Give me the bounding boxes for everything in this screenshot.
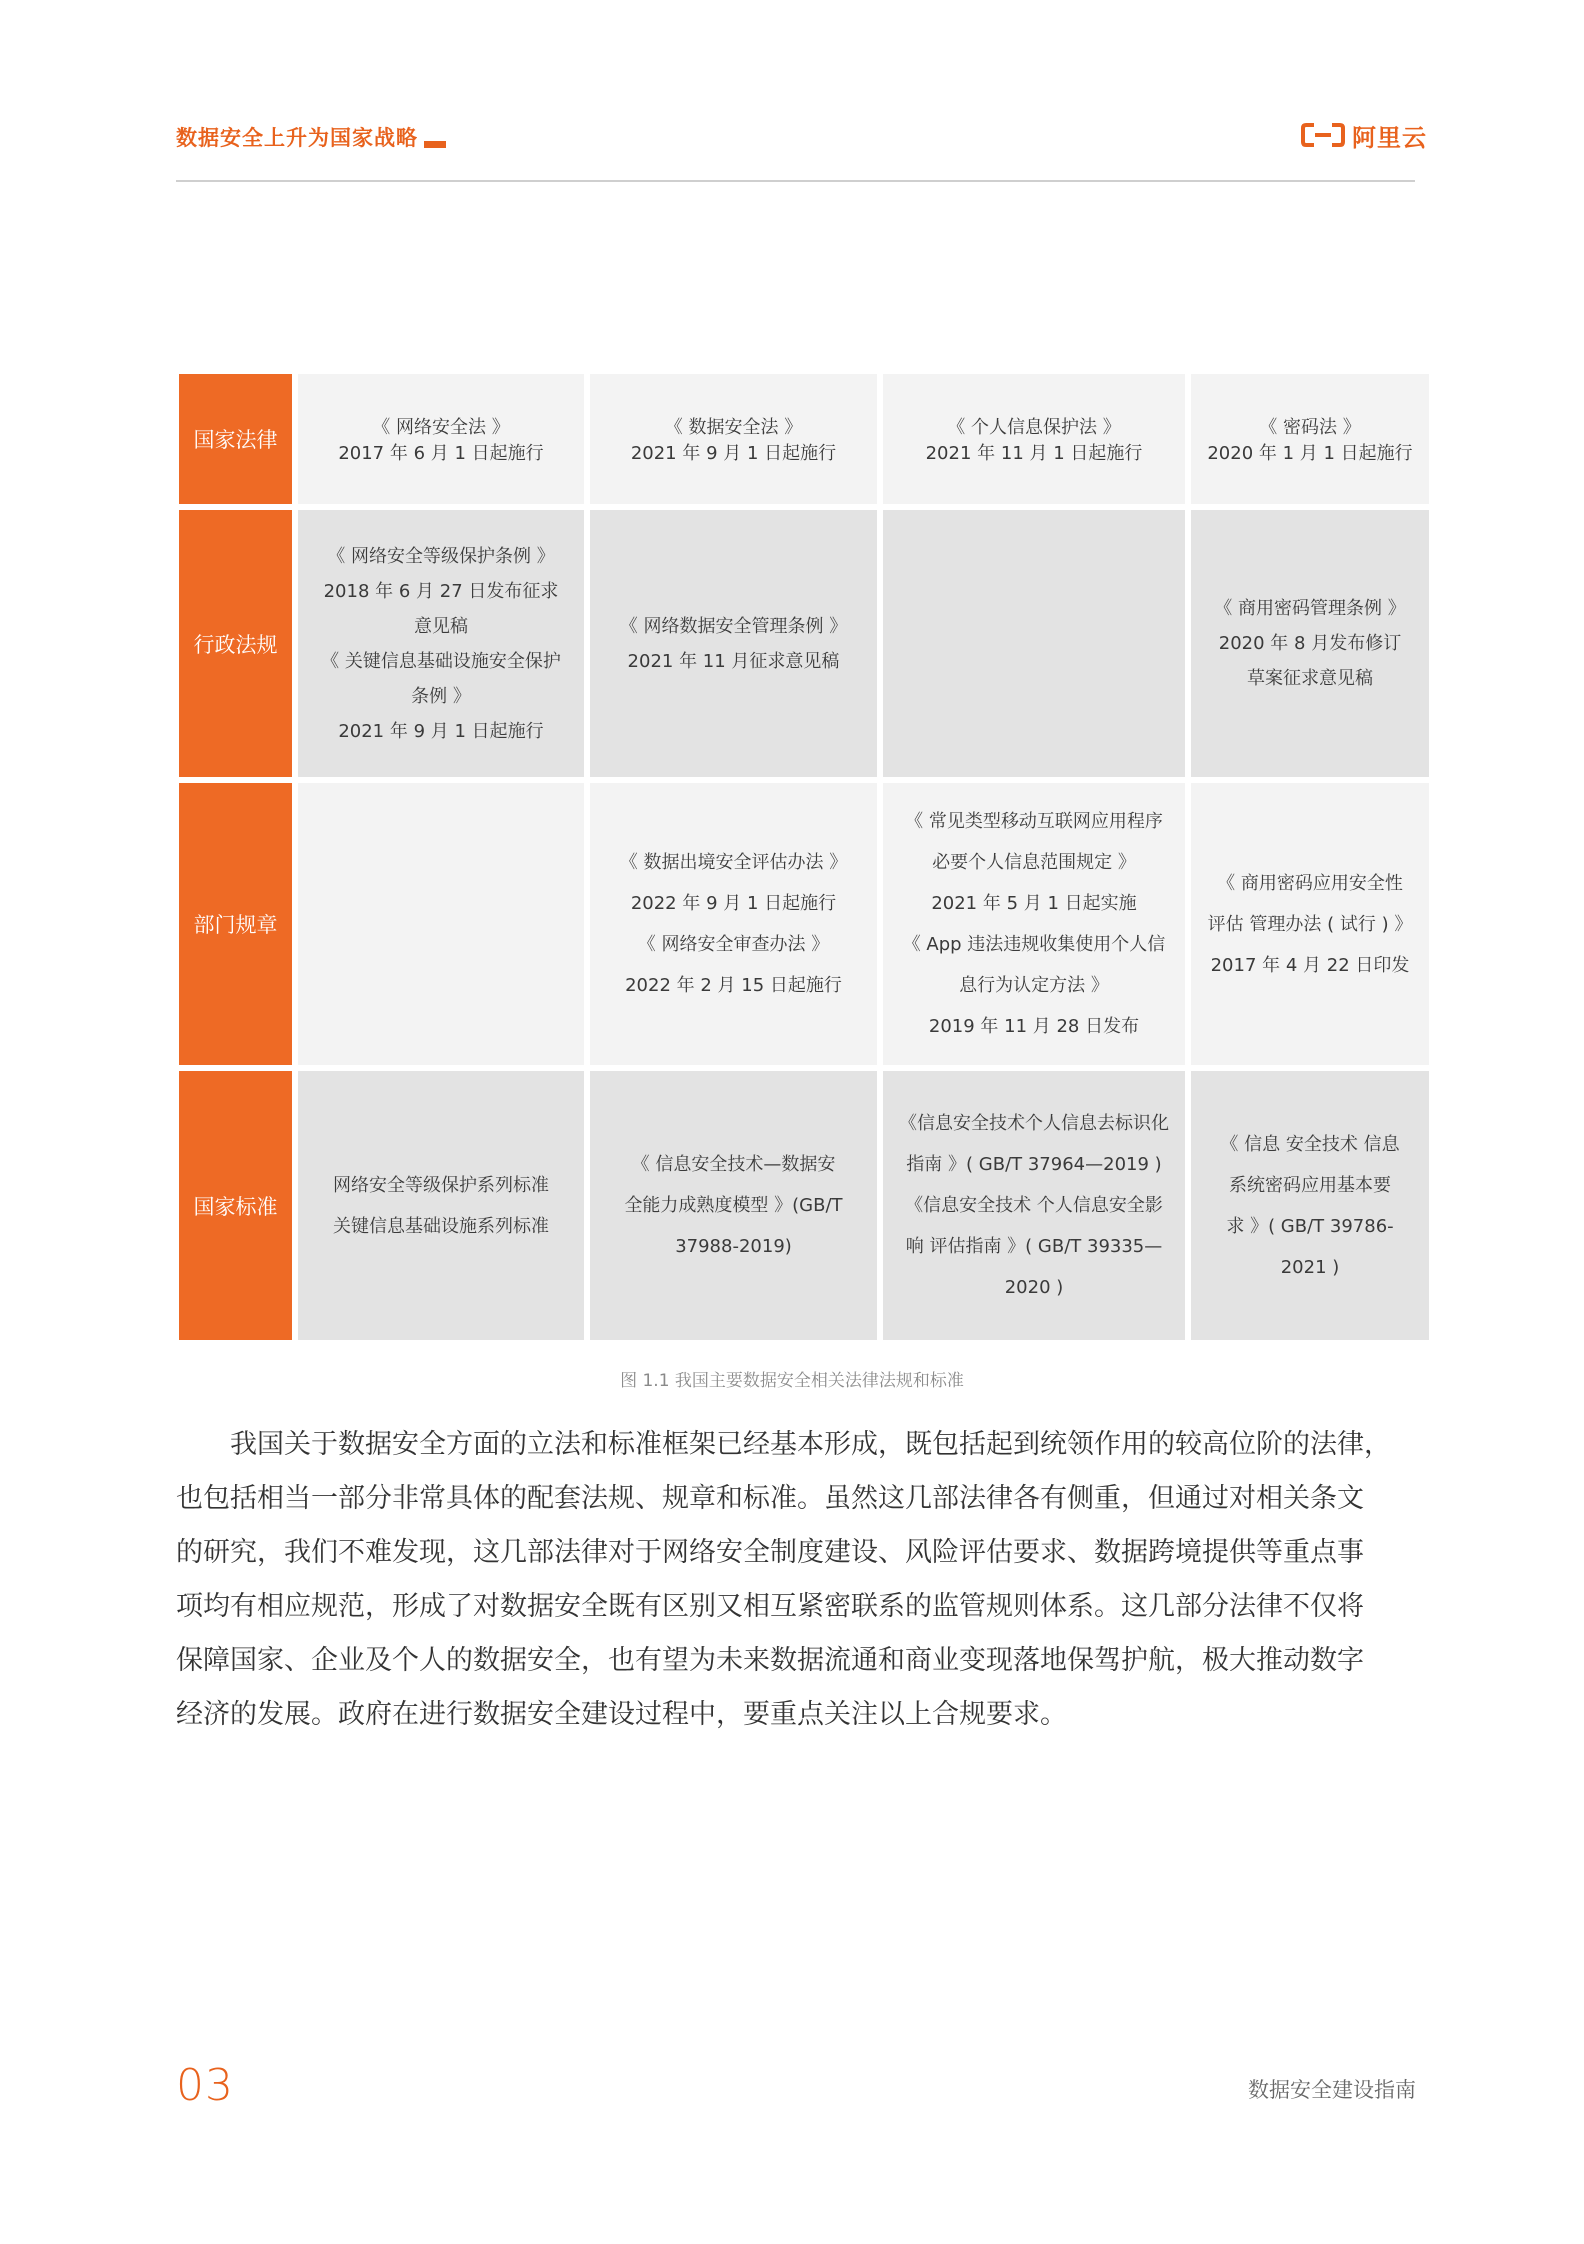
header-divider bbox=[176, 180, 1415, 182]
cell-text: 2022 年 2 月 15 日起施行 bbox=[625, 975, 842, 996]
cell-text: 求 》( GB/T 39786- bbox=[1226, 1215, 1394, 1237]
cell-text: 系统密码应用基本要 bbox=[1229, 1174, 1391, 1196]
aliyun-logo-icon bbox=[1300, 122, 1346, 148]
cell-text: 《 信息安全技术—数据安 bbox=[631, 1154, 836, 1175]
table-cell bbox=[590, 374, 877, 504]
cell-text: 2020 ) bbox=[1004, 1277, 1064, 1298]
cell-text: 2019 年 11 月 28 日发布 bbox=[928, 1016, 1140, 1037]
cell-text: 37988-2019) bbox=[675, 1236, 792, 1257]
table-cell bbox=[590, 1071, 877, 1340]
cell-text: 意见稿 bbox=[414, 615, 468, 637]
cell-text: 2021 年 11 月 1 日起施行 bbox=[925, 443, 1143, 464]
body-line: 的研究，我们不难发现，这几部法律对于网络安全制度建设、风险评估要求、数据跨境提供等重点事 bbox=[176, 1537, 1364, 1568]
cell-text: 网络安全等级保护系列标准 bbox=[333, 1174, 549, 1196]
logo-text: 阿里云 bbox=[1352, 123, 1427, 152]
law-framework-table bbox=[179, 374, 1417, 1340]
header-title: 数据安全上升为国家战略 bbox=[176, 126, 418, 150]
cell-text: 2022 年 9 月 1 日起施行 bbox=[630, 893, 837, 914]
cell-text: 2020 年 1 月 1 日起施行 bbox=[1207, 443, 1413, 464]
cell-text: 全能力成熟度模型 》(GB/T bbox=[624, 1195, 843, 1216]
cell-text: 《 商用密码应用安全性 bbox=[1217, 872, 1403, 894]
table-cell bbox=[1191, 510, 1429, 777]
cell-text: 《 网络安全审查办法 》 bbox=[637, 934, 830, 955]
table-cell bbox=[298, 374, 584, 504]
cell-text: 《 网络数据安全管理条例 》 bbox=[619, 615, 848, 637]
cell-text: 《 关键信息基础设施安全保护 bbox=[321, 650, 561, 672]
cell-text: 《 数据出境安全评估办法 》 bbox=[619, 852, 848, 873]
cell-text: 《 商用密码管理条例 》 bbox=[1214, 598, 1406, 619]
table-cell bbox=[298, 783, 584, 1065]
body-line: 也包括相当一部分非常具体的配套法规、规章和标准。虽然这几部法律各有侧重，但通过对相关条文 bbox=[176, 1483, 1364, 1514]
cell-text: 2021 年 5 月 1 日起实施 bbox=[931, 893, 1137, 914]
cell-text: 响 评估指南 》( GB/T 39335— bbox=[905, 1236, 1163, 1257]
table-cell bbox=[883, 374, 1185, 504]
cell-text: 草案征求意见稿 bbox=[1247, 668, 1373, 689]
cell-text: 评估 管理办法 ( 试行 ) 》 bbox=[1207, 913, 1413, 935]
aliyun-logo bbox=[1300, 120, 1427, 150]
cell-text: 2021 年 9 月 1 日起施行 bbox=[338, 720, 544, 742]
header-accent-bar bbox=[424, 141, 446, 148]
table-cell bbox=[590, 783, 877, 1065]
figure-caption: 图 1.1 我国主要数据安全相关法律法规和标准 bbox=[620, 1371, 964, 1391]
cell-text: 2021 年 9 月 1 日起施行 bbox=[630, 443, 837, 464]
table-cell bbox=[1191, 1071, 1429, 1340]
cell-text: 2020 年 8 月发布修订 bbox=[1218, 633, 1402, 654]
row-label: 国家标准 bbox=[179, 1071, 292, 1340]
table-cell bbox=[883, 510, 1185, 777]
cell-text: 2017 年 6 月 1 日起施行 bbox=[338, 443, 544, 464]
table-cell bbox=[1191, 374, 1429, 504]
cell-text: 关键信息基础设施系列标准 bbox=[333, 1215, 549, 1237]
row-label: 行政法规 bbox=[179, 510, 292, 777]
page-number: 03 bbox=[176, 2060, 234, 2111]
table-cell bbox=[1191, 783, 1429, 1065]
cell-text: 《 密码法 》 bbox=[1259, 417, 1361, 438]
cell-text: 2021 ) bbox=[1280, 1256, 1340, 1278]
cell-text: 必要个人信息范围规定 》 bbox=[932, 852, 1136, 873]
table-cell bbox=[590, 510, 877, 777]
cell-text: 《 数据安全法 》 bbox=[664, 417, 803, 438]
row-label: 部门规章 bbox=[179, 783, 292, 1065]
cell-text: 条例 》 bbox=[411, 685, 471, 707]
cell-text: 《 App 违法违规收集使用个人信 bbox=[902, 934, 1166, 955]
cell-text: 《 网络安全等级保护条例 》 bbox=[327, 545, 555, 567]
table-cell bbox=[883, 1071, 1185, 1340]
cell-text: 《 网络安全法 》 bbox=[372, 417, 510, 438]
cell-text: 指南 》( GB/T 37964—2019 ) bbox=[906, 1154, 1162, 1175]
table-cell bbox=[883, 783, 1185, 1065]
cell-text: 《 个人信息保护法 》 bbox=[947, 417, 1121, 438]
cell-text: 《 常见类型移动互联网应用程序 bbox=[905, 811, 1163, 832]
table-cell bbox=[298, 510, 584, 777]
cell-text: 《信息安全技术 个人信息安全影 bbox=[905, 1195, 1163, 1216]
body-line: 项均有相应规范，形成了对数据安全既有区别又相互紧密联系的监管规则体系。这几部分法律不仅将 bbox=[176, 1591, 1364, 1622]
body-line: 经济的发展。政府在进行数据安全建设过程中，要重点关注以上合规要求。 bbox=[176, 1699, 1067, 1730]
cell-text: 《 信息 安全技术 信息 bbox=[1220, 1133, 1400, 1155]
table-cell bbox=[298, 1071, 584, 1340]
cell-text: 2017 年 4 月 22 日印发 bbox=[1210, 954, 1410, 976]
cell-text: 《信息安全技术个人信息去标识化 bbox=[899, 1113, 1169, 1134]
body-paragraph bbox=[176, 1418, 1420, 1742]
body-line: 我国关于数据安全方面的立法和标准框架已经基本形成，既包括起到统领作用的较高位阶的法律， bbox=[230, 1429, 1391, 1460]
cell-text: 息行为认定方法 》 bbox=[959, 975, 1109, 996]
cell-text: 2021 年 11 月征求意见稿 bbox=[627, 650, 840, 672]
body-line: 保障国家、企业及个人的数据安全，也有望为未来数据流通和商业变现落地保驾护航，极大推动数字 bbox=[176, 1645, 1364, 1676]
cell-text: 2018 年 6 月 27 日发布征求 bbox=[323, 580, 559, 602]
row-label: 国家法律 bbox=[179, 374, 292, 504]
footer-doc-title: 数据安全建设指南 bbox=[1248, 2078, 1416, 2102]
